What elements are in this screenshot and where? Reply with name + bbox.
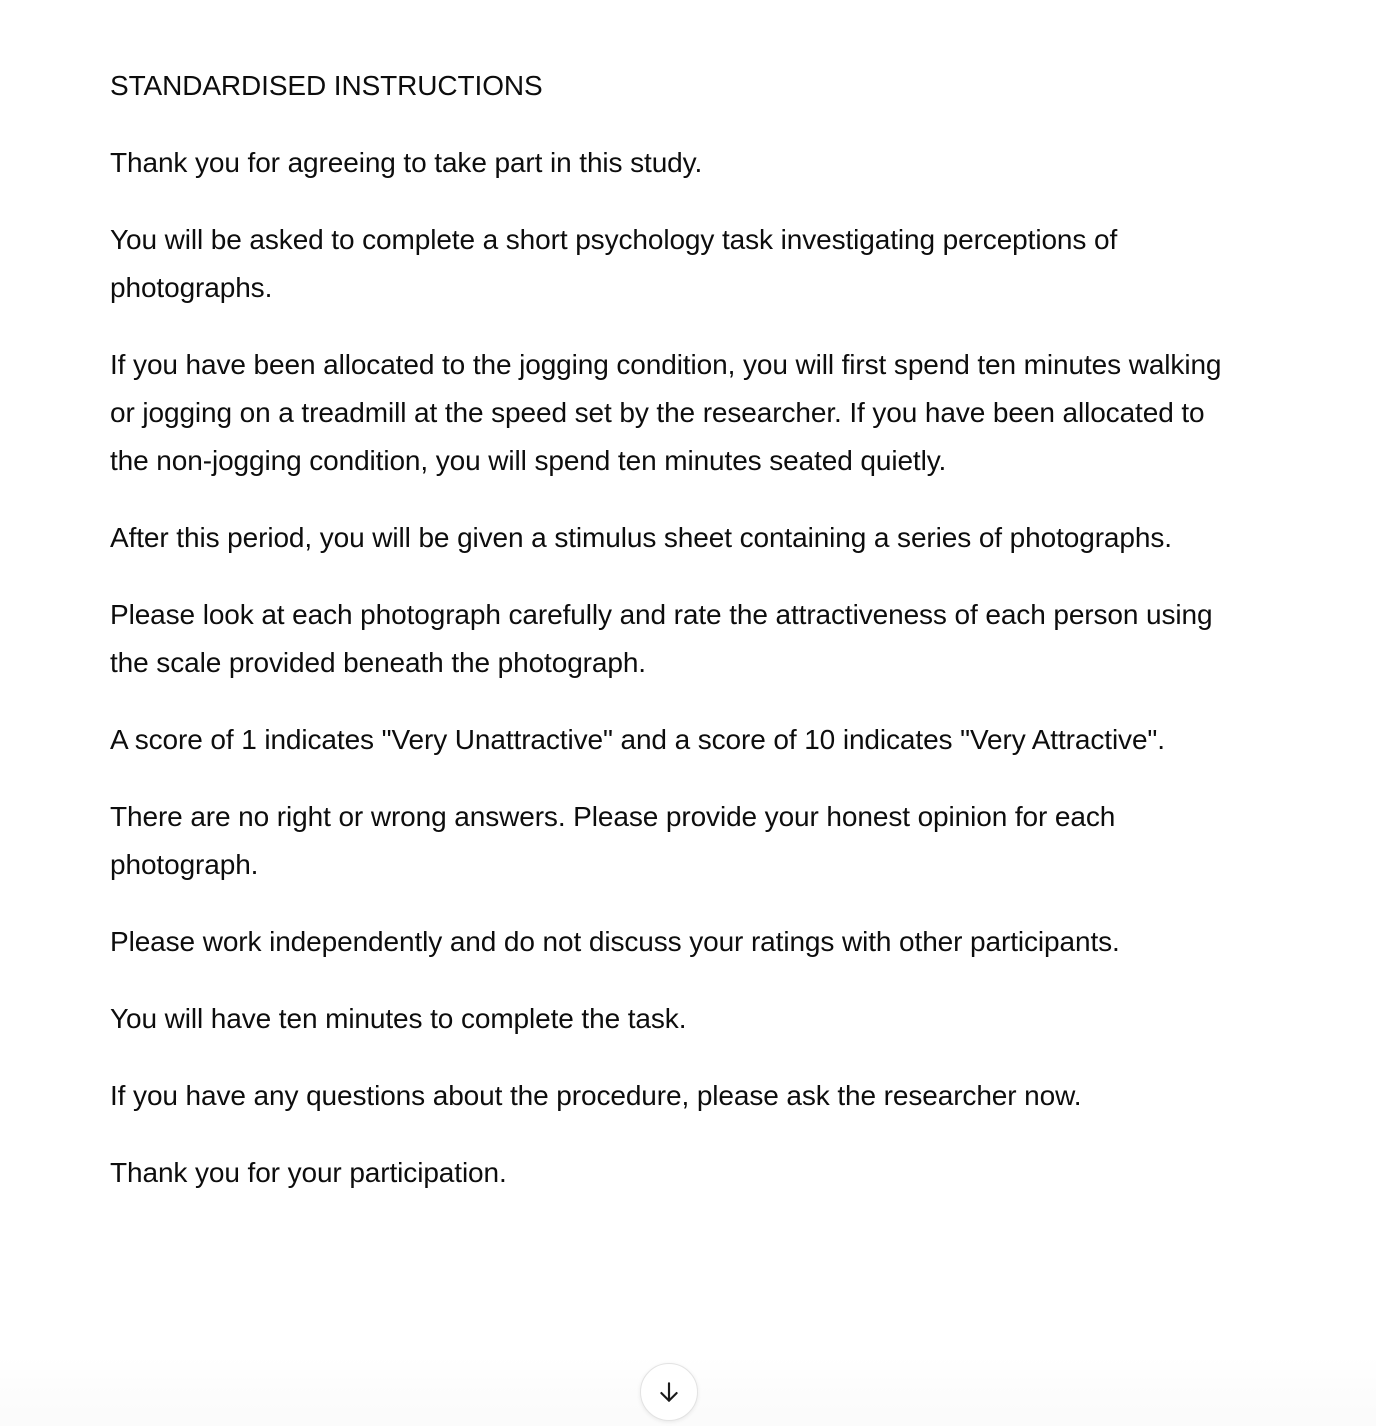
paragraph-thanks: Thank you for agreeing to take part in this study.	[110, 147, 703, 178]
paragraph-independence: Please work independently and do not discuss your ratings with other participants.	[110, 926, 1120, 957]
paragraph-rating: Please look at each photograph carefully and rate the attractiveness of each person using the scale provided beneath the photograph.	[110, 599, 1213, 678]
paragraph-closing: Thank you for your participation.	[110, 1157, 507, 1188]
scroll-to-bottom-button[interactable]	[640, 1363, 698, 1421]
paragraph-stimulus: After this period, you will be given a stimulus sheet containing a series of photographs.	[110, 522, 1172, 553]
arrow-down-icon	[656, 1379, 682, 1405]
paragraph-questions: If you have any questions about the procedure, please ask the researcher now.	[110, 1080, 1082, 1111]
paragraph-conditions: If you have been allocated to the jogging condition, you will first spend ten minutes walking or jogging on a treadmill at the speed set by the researcher. If you have been allocated to the non-jogging condition, you will spend ten minutes seated quietly.	[110, 349, 1222, 476]
document-heading: STANDARDISED INSTRUCTIONS	[110, 70, 543, 101]
paragraph-scale: A score of 1 indicates "Very Unattractive" and a score of 10 indicates "Very Attractive".	[110, 724, 1165, 755]
paragraph-answers: There are no right or wrong answers. Please provide your honest opinion for each photograph.	[110, 801, 1116, 880]
paragraph-time: You will have ten minutes to complete the task.	[110, 1003, 687, 1034]
message-content	[110, 62, 1240, 1226]
paragraph-task: You will be asked to complete a short psychology task investigating perceptions of photographs.	[110, 224, 1118, 303]
